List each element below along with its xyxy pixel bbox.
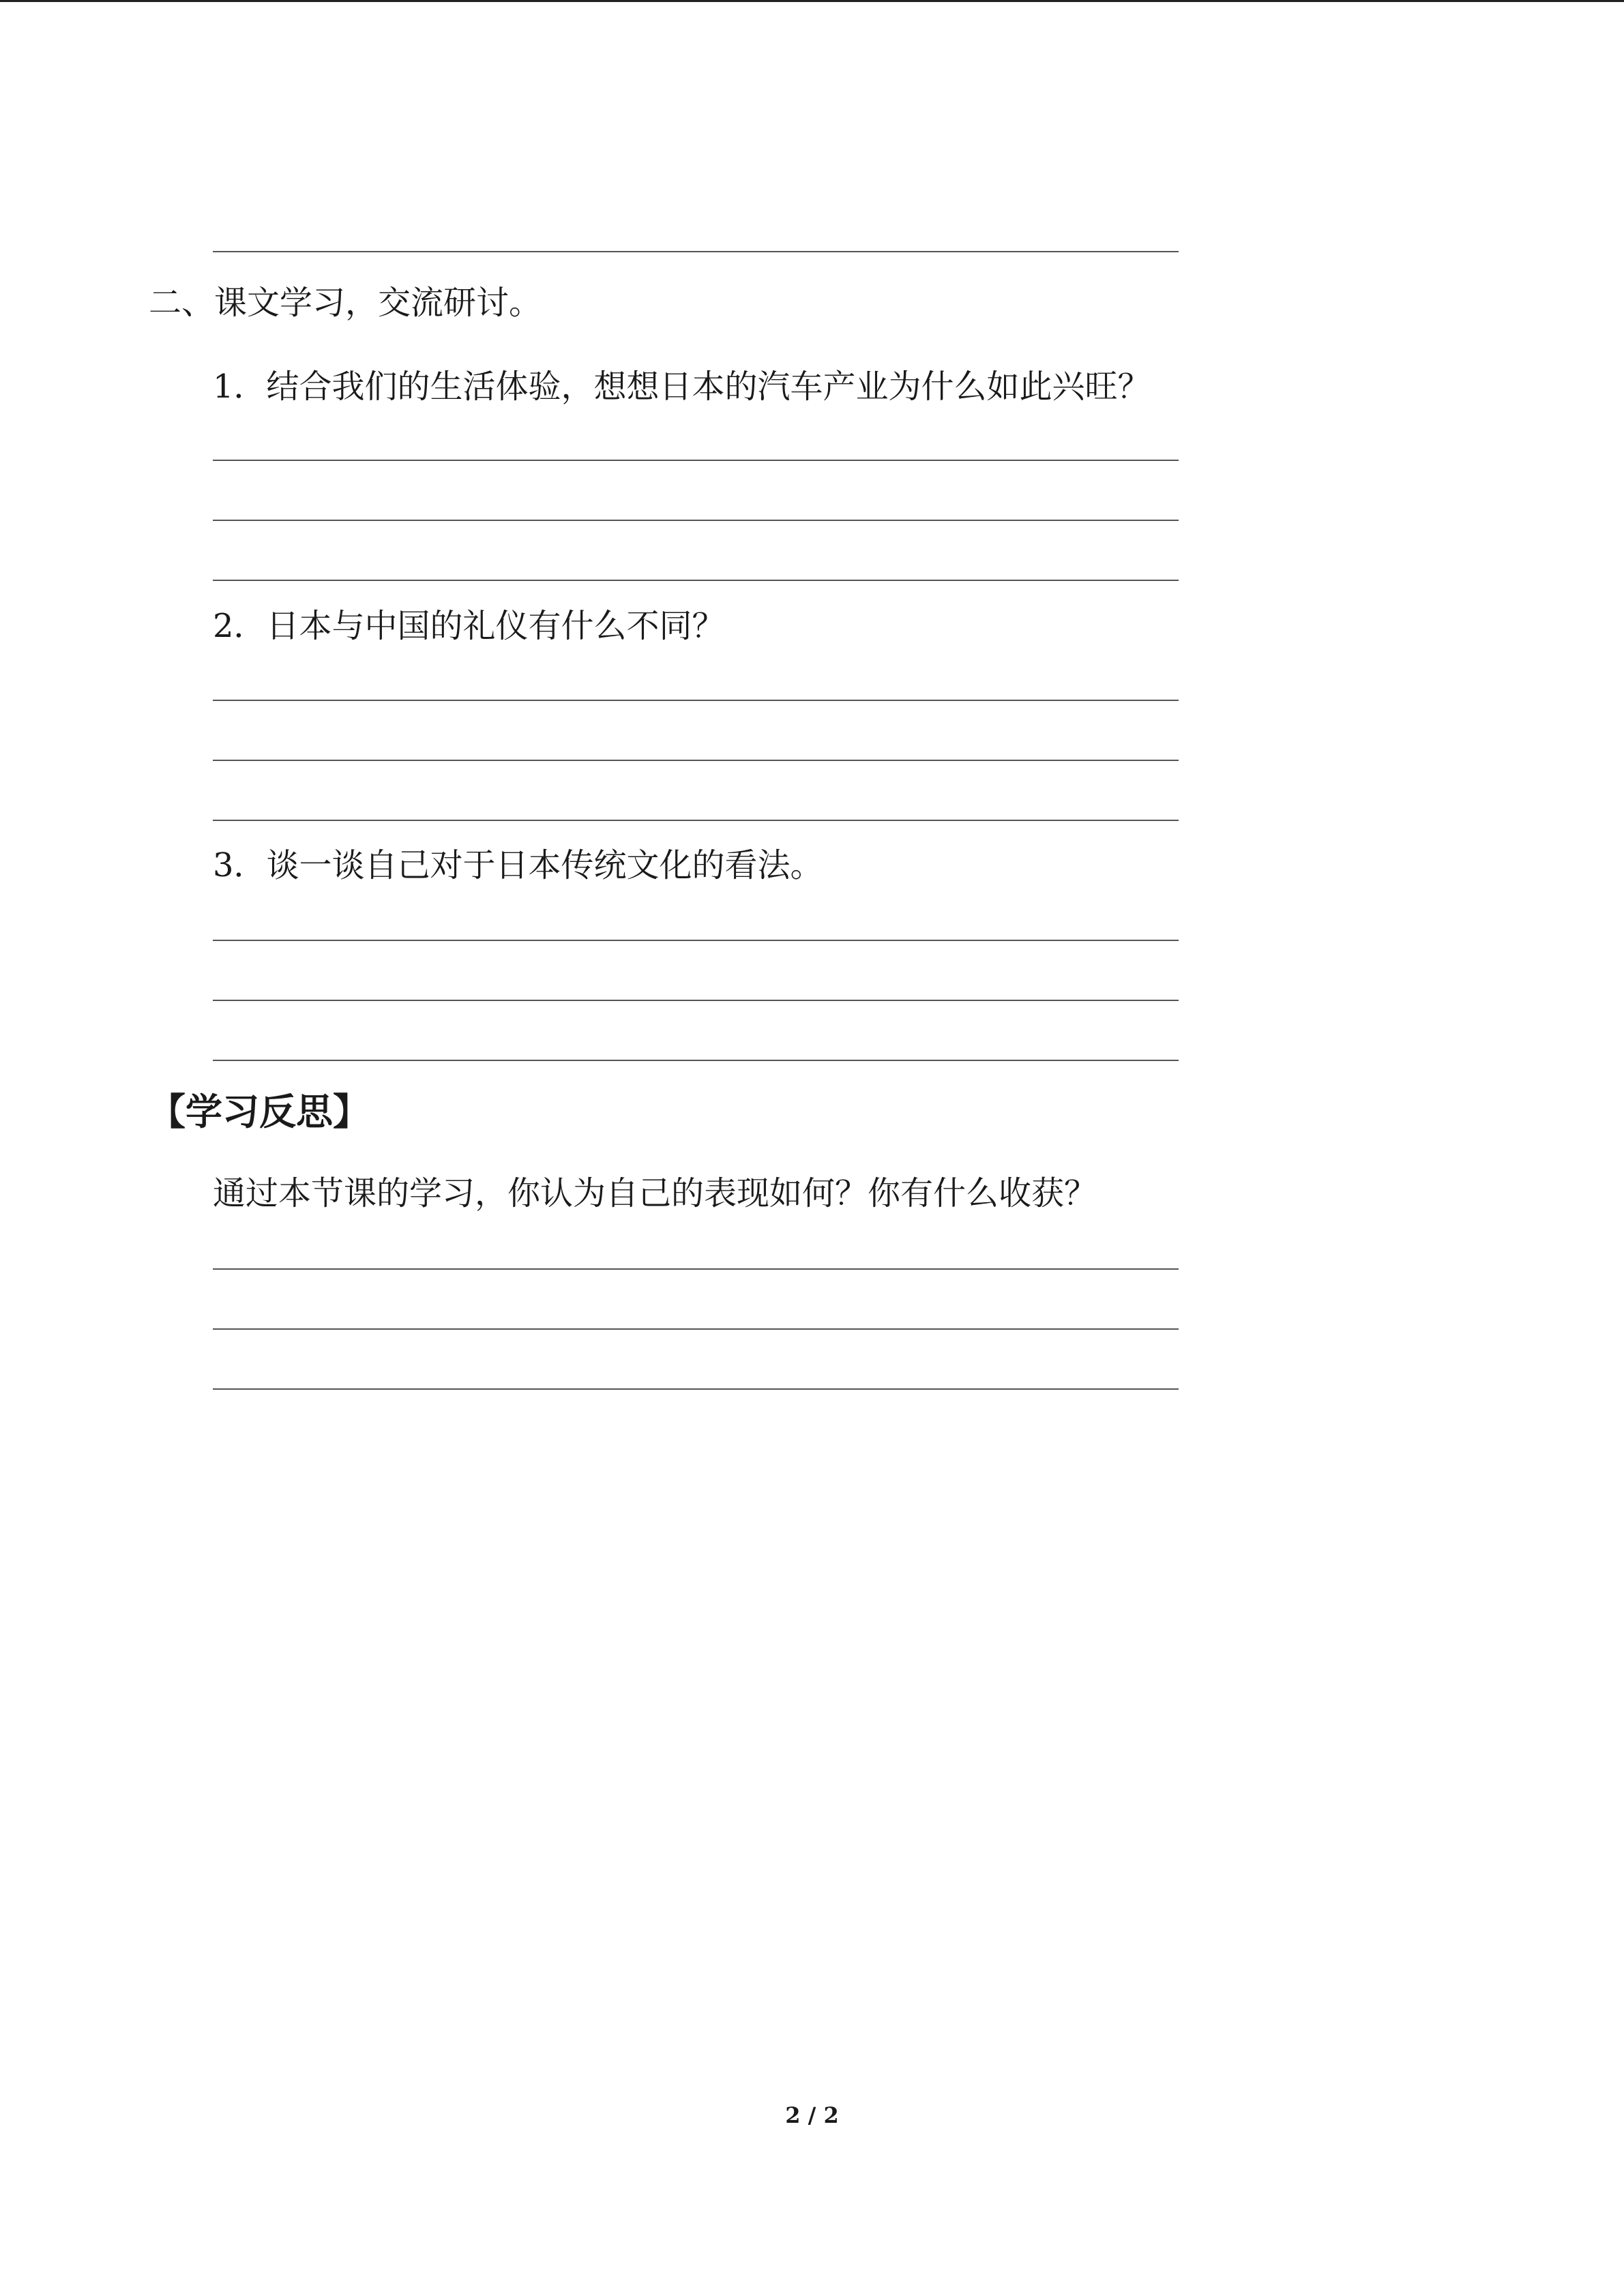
answer-line <box>213 580 1179 581</box>
page-number: 2 / 2 <box>785 2102 839 2128</box>
answer-line <box>213 760 1179 761</box>
answer-line <box>213 520 1179 521</box>
answer-line <box>213 700 1179 701</box>
question-1: 1．结合我们的生活体验，想想日本的汽车产业为什么如此兴旺？ <box>213 368 1151 406</box>
answer-line <box>213 460 1179 461</box>
section-heading: 二、课文学习，交流研讨。 <box>149 284 542 322</box>
reflection-prompt: 通过本节课的学习，你认为自己的表现如何？你有什么收获？ <box>213 1174 1097 1212</box>
answer-line <box>213 1328 1179 1330</box>
answer-line <box>213 1268 1179 1270</box>
answer-line <box>213 1000 1179 1001</box>
answer-line <box>213 820 1179 821</box>
answer-line <box>213 251 1179 252</box>
question-2: 2．日本与中国的礼仪有什么不同？ <box>213 607 725 645</box>
question-3: 3．谈一谈自己对于日本传统文化的看法。 <box>213 846 823 884</box>
answer-line <box>213 1388 1179 1390</box>
answer-line <box>213 1060 1179 1061</box>
reflection-title: 【学习反思】 <box>149 1090 370 1133</box>
page-top-border <box>0 0 1624 2</box>
answer-line <box>213 940 1179 941</box>
